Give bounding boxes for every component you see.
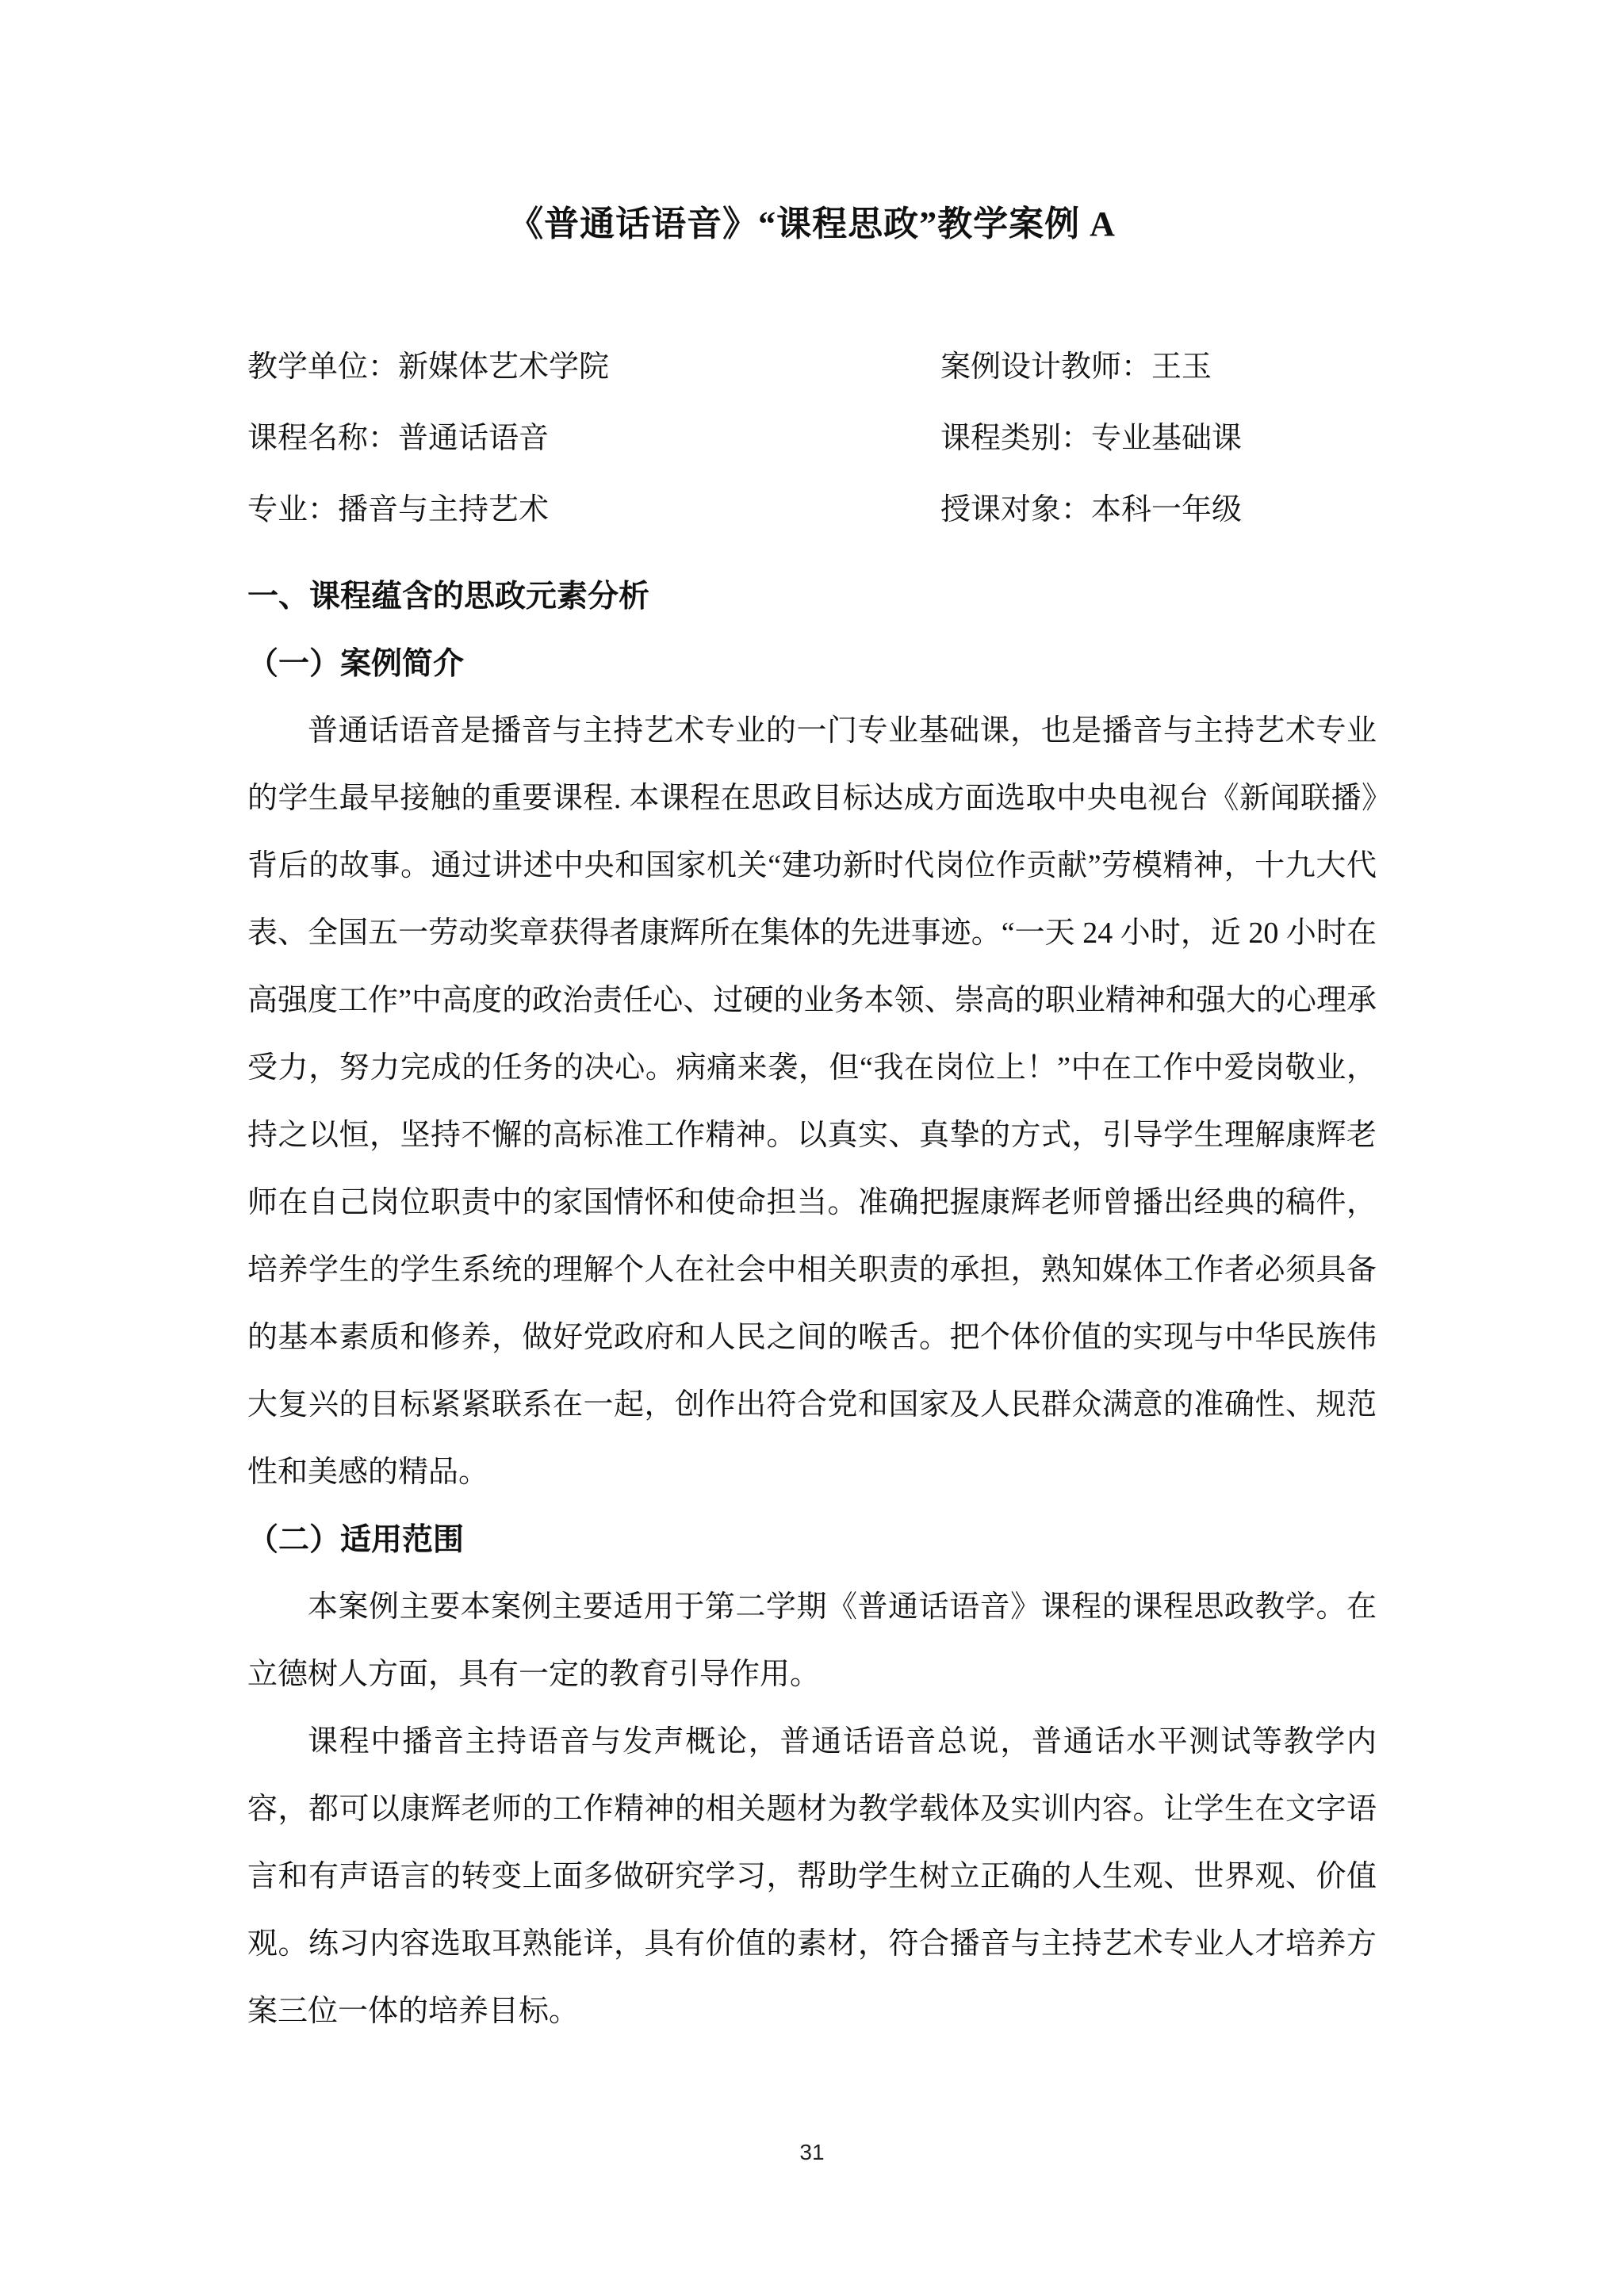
subsection-heading-case-intro: （一）案例简介 [247,647,465,681]
paragraph-scope-1: 本案例主要本案例主要适用于第二学期《普通话语音》课程的课程思政教学。在立德树人方面，具有一定的教育引导作用。 [247,1590,1377,1691]
meta-row-1 [247,331,1377,403]
paragraph-case-intro: 普通话语音是播音与主持艺术专业的一门专业基础课，也是播音与主持艺术专业的学生最早接触的重要课程. 本课程在思政目标达成方面选取中央电视台《新闻联播》背后的故事。通过讲述中央和国家机关“建功新时代岗位作贡献”劳模精神，十九大代表、全国五一劳动奖章获得者康辉所在集体的先进事迹。“一天 24 小时，近 20 小时在高强度工作”中高度的政治责任心、过硬的业务本领、崇高的职业精神和强大的心理承受力，努力完成的任务的决心。病痛来袭，但“我在岗位上！”中在工作中爱岗敬业，持之以恒，坚持不懈的高标准工作精神。以真实、真挚的方式，引导学生理解康辉老师在自己岗位职责中的家国情怀和使命担当。准确把握康辉老师曾播出经典的稿件，培养学生的学生系统的理解个人在社会中相关职责的承担，熟知媒体工作者必须具备的基本素质和修养，做好党政府和人民之间的喉舌。把个体价值的实现与中华民族伟大复兴的目标紧紧联系在一起，创作出符合党和国家及人民群众满意的准确性、规范性和美感的精品。 [247,714,1377,1489]
meta-row-2 [247,403,1377,474]
meta-row-3 [247,474,1377,545]
meta-major: 专业：播音与主持艺术 [247,493,550,526]
page-footer [0,2137,1624,2168]
meta-teaching-unit: 教学单位：新媒体艺术学院 [247,350,610,384]
page-number: 31 [799,2140,825,2164]
meta-course-category: 课程类别：专业基础课 [940,422,1243,455]
subsection-heading-scope: （二）适用范围 [247,1523,465,1557]
section-heading-1: 一、课程蕴含的思政元素分析 [247,580,650,614]
meta-target-students: 授课对象：本科一年级 [940,493,1243,526]
course-meta-block [247,331,1377,545]
meta-course-name: 课程名称：普通话语音 [247,422,550,455]
paragraph-scope-2: 课程中播音主持语音与发声概论，普通话语音总说，普通话水平测试等教学内容，都可以康辉老师的工作精神的相关题材为教学载体及实训内容。让学生在文字语言和有声语言的转变上面多做研究学习，帮助学生树立正确的人生观、世界观、价值观。练习内容选取耳熟能详，具有价值的素材，符合播音与主持艺术专业人才培养方案三位一体的培养目标。 [247,1725,1377,2028]
document-title: 《普通话语音》“课程思政”教学案例 A [508,205,1116,243]
meta-case-designer: 案例设计教师：王玉 [940,350,1212,384]
